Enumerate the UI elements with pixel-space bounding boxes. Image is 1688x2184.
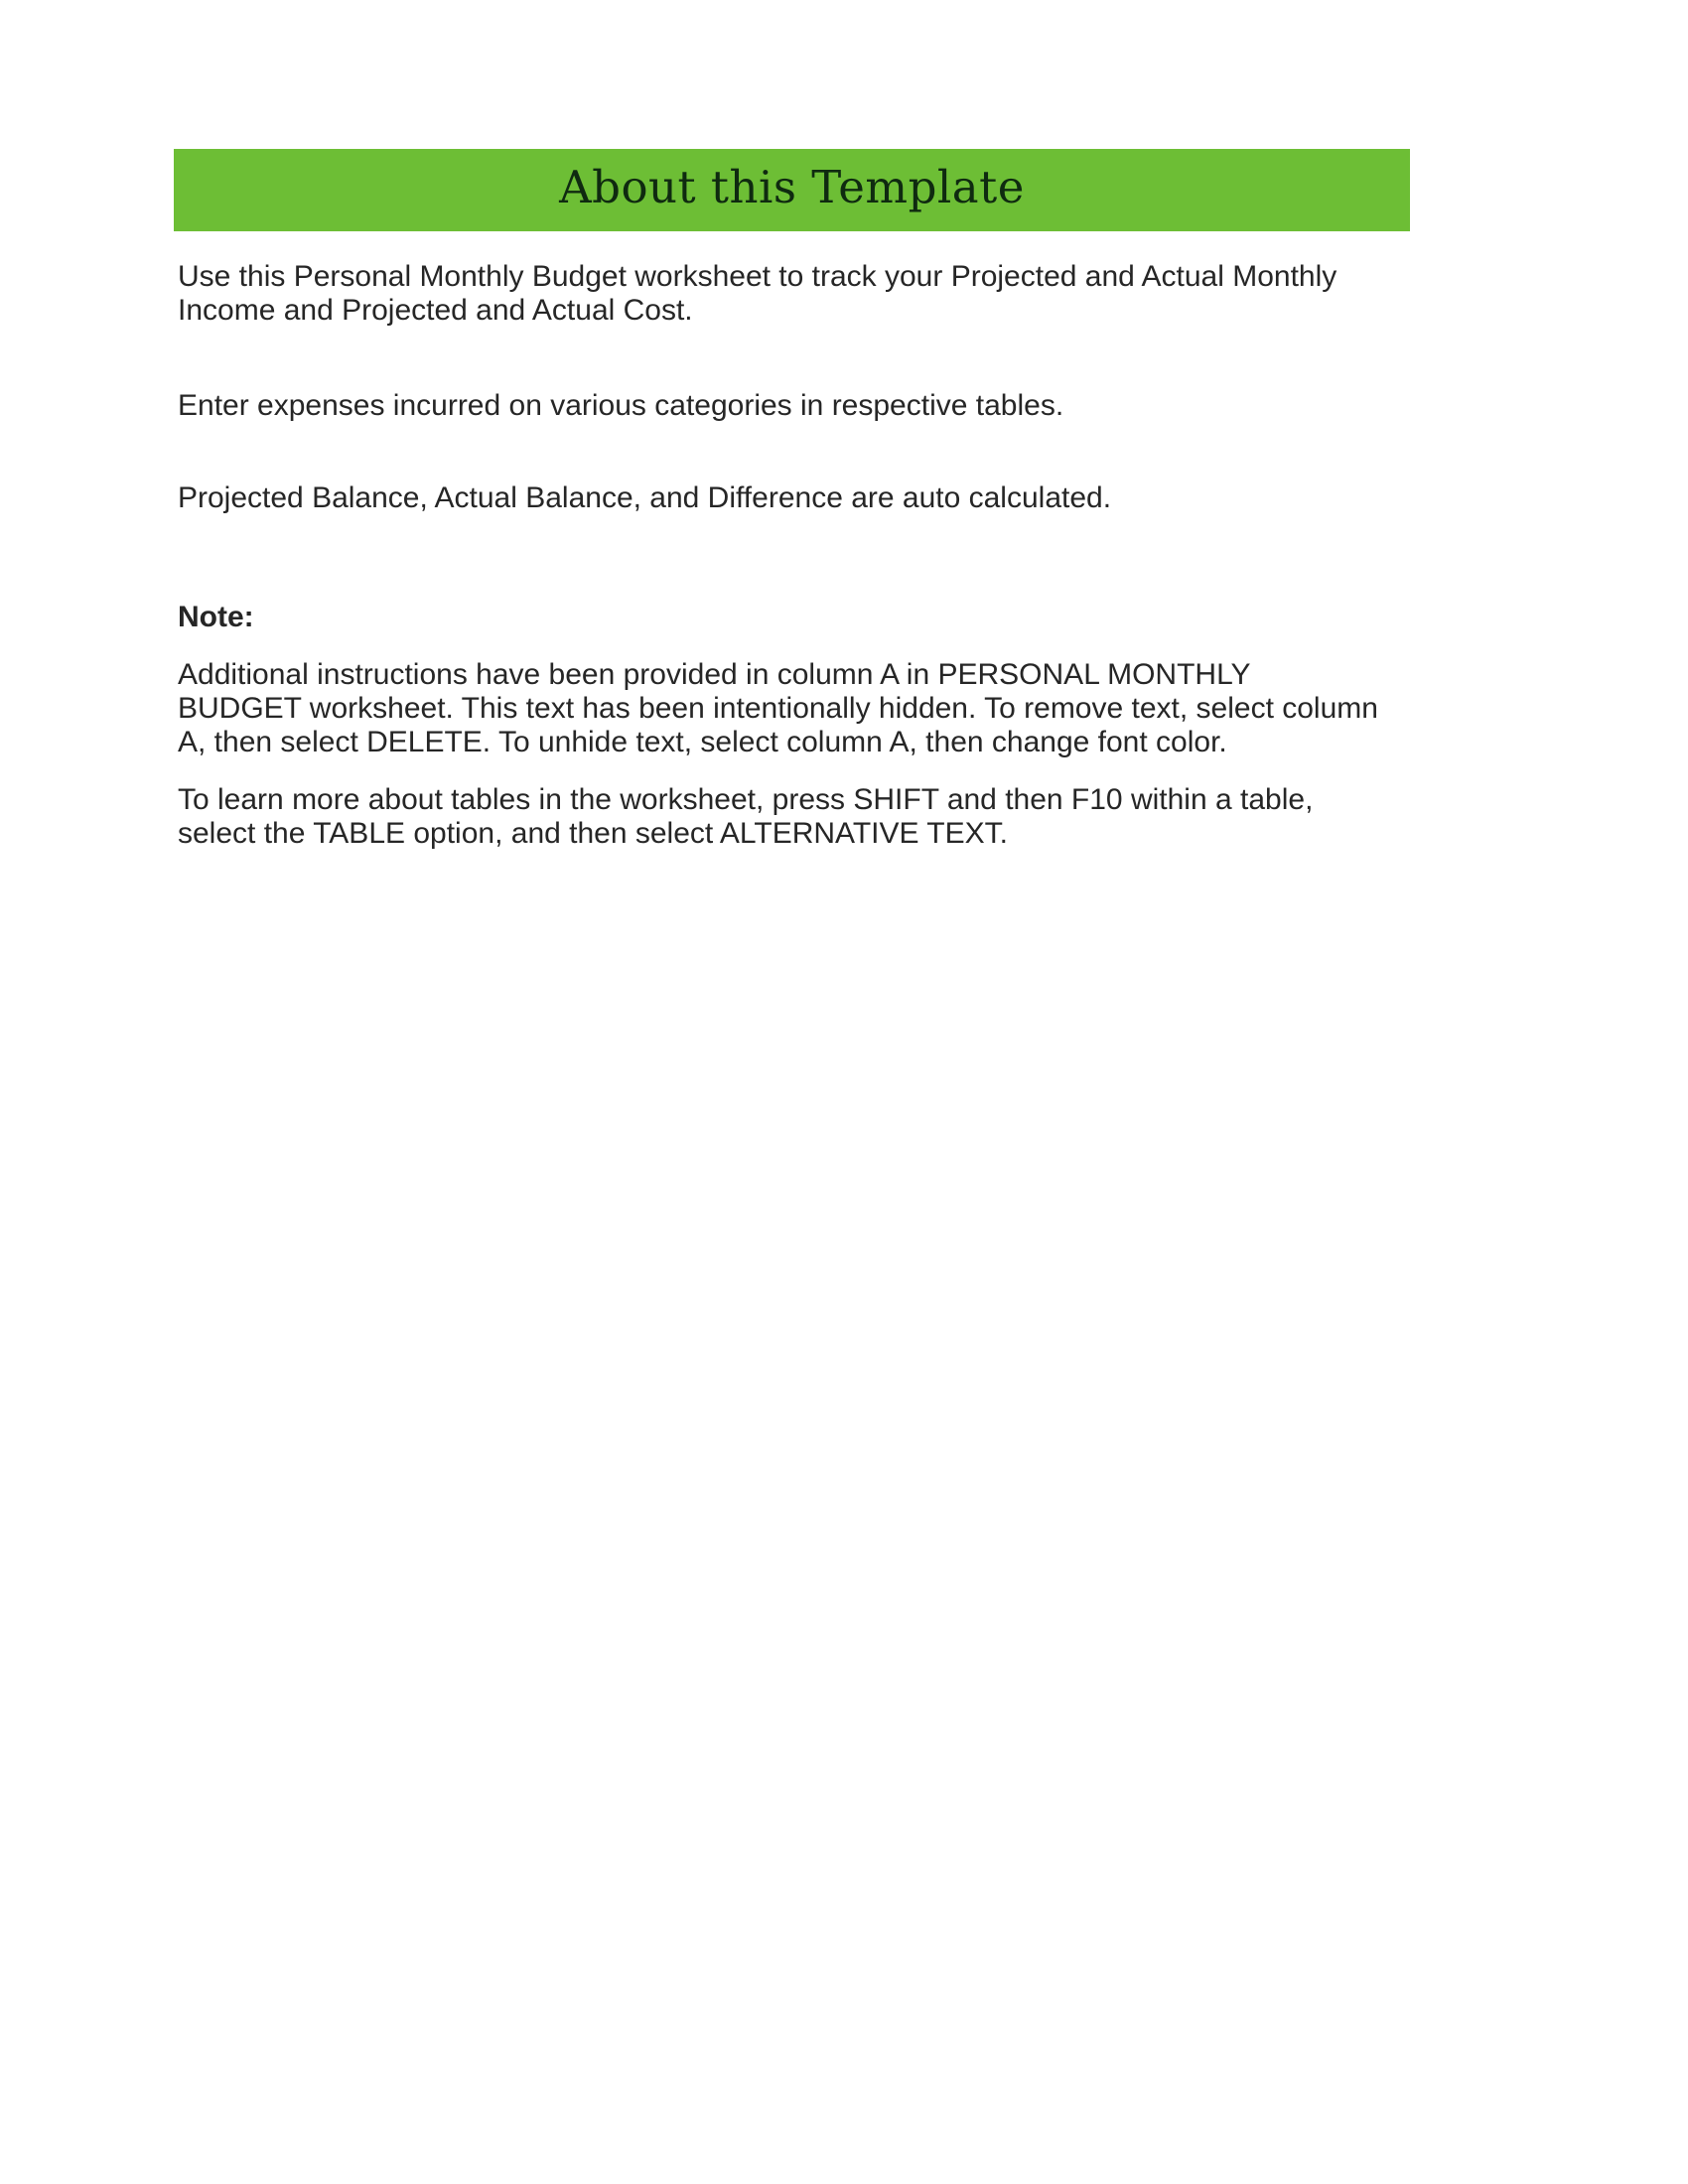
intro-paragraph: Use this Personal Monthly Budget worksheet to track your Projected and Actual Monthly Income and Projected and Actual Cost. bbox=[178, 260, 1337, 327]
page-title: About this Template bbox=[559, 161, 1025, 213]
title-banner bbox=[174, 149, 1410, 231]
hidden-text-instructions: Additional instructions have been provided in column A in PERSONAL MONTHLY BUDGET worksheet. This text has been intentionally hidden. To remove text, select column A, then select DELETE. To unhide text, select column A, then change font color. bbox=[178, 658, 1378, 758]
note-label: Note: bbox=[178, 601, 254, 633]
balance-paragraph: Projected Balance, Actual Balance, and Difference are auto calculated. bbox=[178, 481, 1112, 514]
instructions-body bbox=[178, 260, 1419, 851]
expenses-paragraph: Enter expenses incurred on various categories in respective tables. bbox=[178, 389, 1064, 422]
tables-instructions: To learn more about tables in the worksheet, press SHIFT and then F10 within a table, select the TABLE option, and then select ALTERNATIVE TEXT. bbox=[178, 783, 1314, 850]
